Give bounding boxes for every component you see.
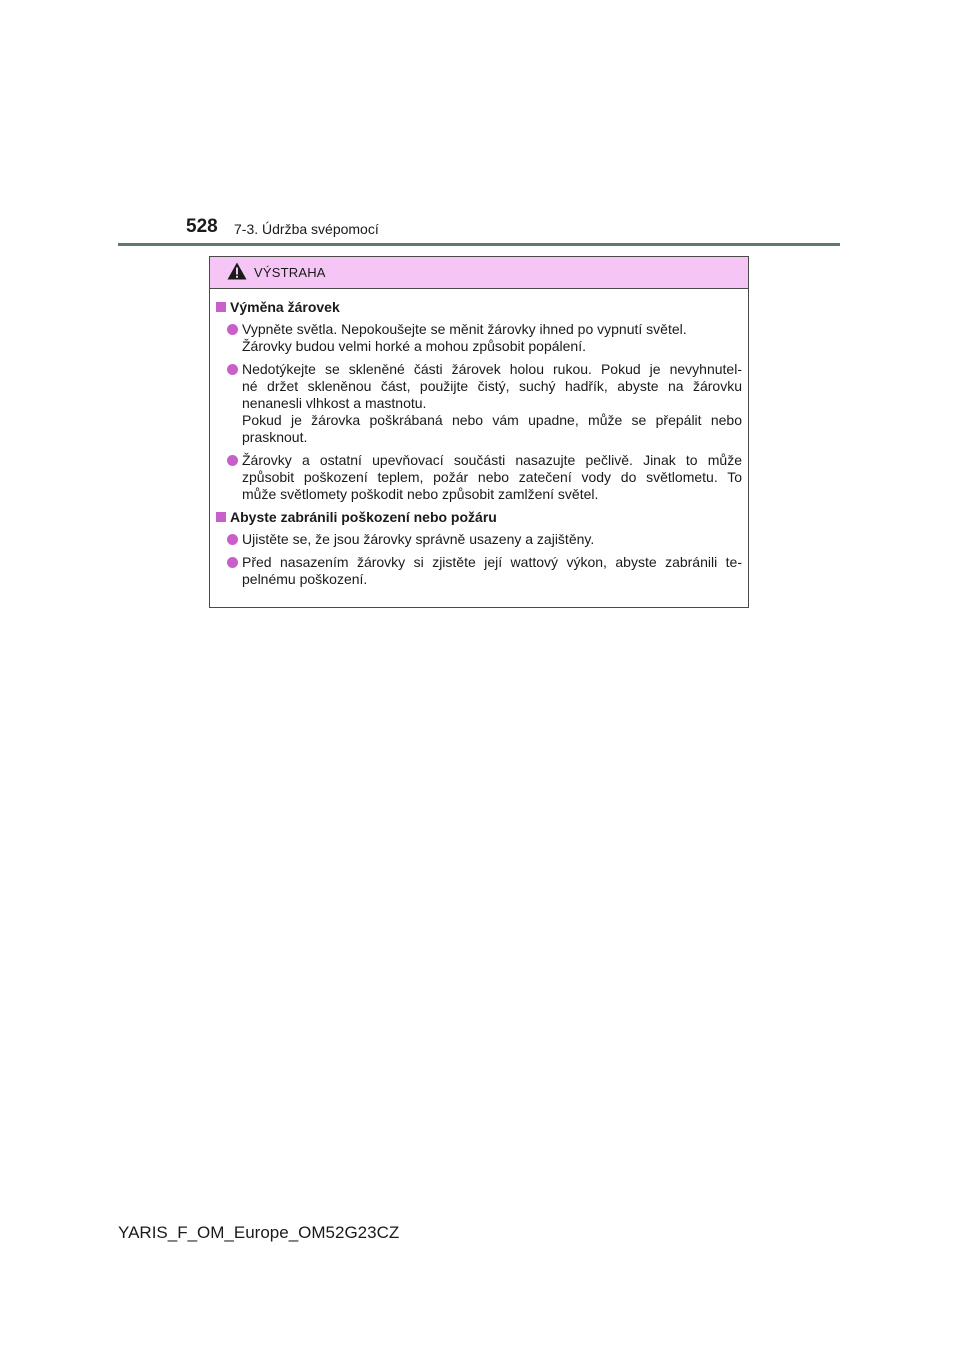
list-item: Nedotýkejte se skleněné části žárovek holou rukou. Pokud je nevyhnutel- né držet skleněnou část, použijte čistý, suchý hadřík, abyste na žárovku nenanesli vlhkost a mastnotu. Pokud je žárovka poškrábaná nebo vám upadne, může se přepálit nebo prasknout. — [210, 361, 748, 446]
list-item: Ujistěte se, že jsou žárovky správně usazeny a zajištěny. — [210, 531, 748, 548]
document-id-footer: YARIS_F_OM_Europe_OM52G23CZ — [118, 1223, 400, 1242]
header-rule — [118, 243, 840, 246]
section-heading-fire-prevention: Abyste zabránili poškození nebo požáru — [210, 509, 748, 526]
list-item: Vypněte světla. Nepokoušejte se měnit žárovky ihned po vypnutí světel. Žárovky budou velmi horké a mohou způsobit popálení. — [210, 321, 748, 355]
round-bullet-icon — [227, 364, 238, 375]
list-item: Žárovky a ostatní upevňovací součásti nasazujte pečlivě. Jinak to může způsobit poškození teplem, požár nebo zatečení vody do světlometu. To může světlomety poškodit nebo způsobit zamlžení světel. — [210, 452, 748, 503]
round-bullet-icon — [227, 324, 238, 335]
warning-body — [210, 299, 748, 594]
round-bullet-icon — [227, 557, 238, 568]
round-bullet-icon — [227, 455, 238, 466]
round-bullet-icon — [227, 534, 238, 545]
section-heading-bulb-replacement: Výměna žárovek — [210, 299, 748, 316]
list-item: Před nasazením žárovky si zjistěte její wattový výkon, abyste zabránili te- pelnému poškození. — [210, 554, 748, 588]
warning-triangle-icon — [227, 262, 247, 280]
page-number: 528 — [186, 216, 218, 237]
square-bullet-icon — [216, 302, 226, 312]
warning-title: VÝSTRAHA — [254, 265, 326, 280]
warning-header — [210, 257, 748, 289]
section-title: 7-3. Údržba svépomocí — [234, 221, 379, 237]
warning-box — [209, 256, 749, 608]
square-bullet-icon — [216, 512, 226, 522]
